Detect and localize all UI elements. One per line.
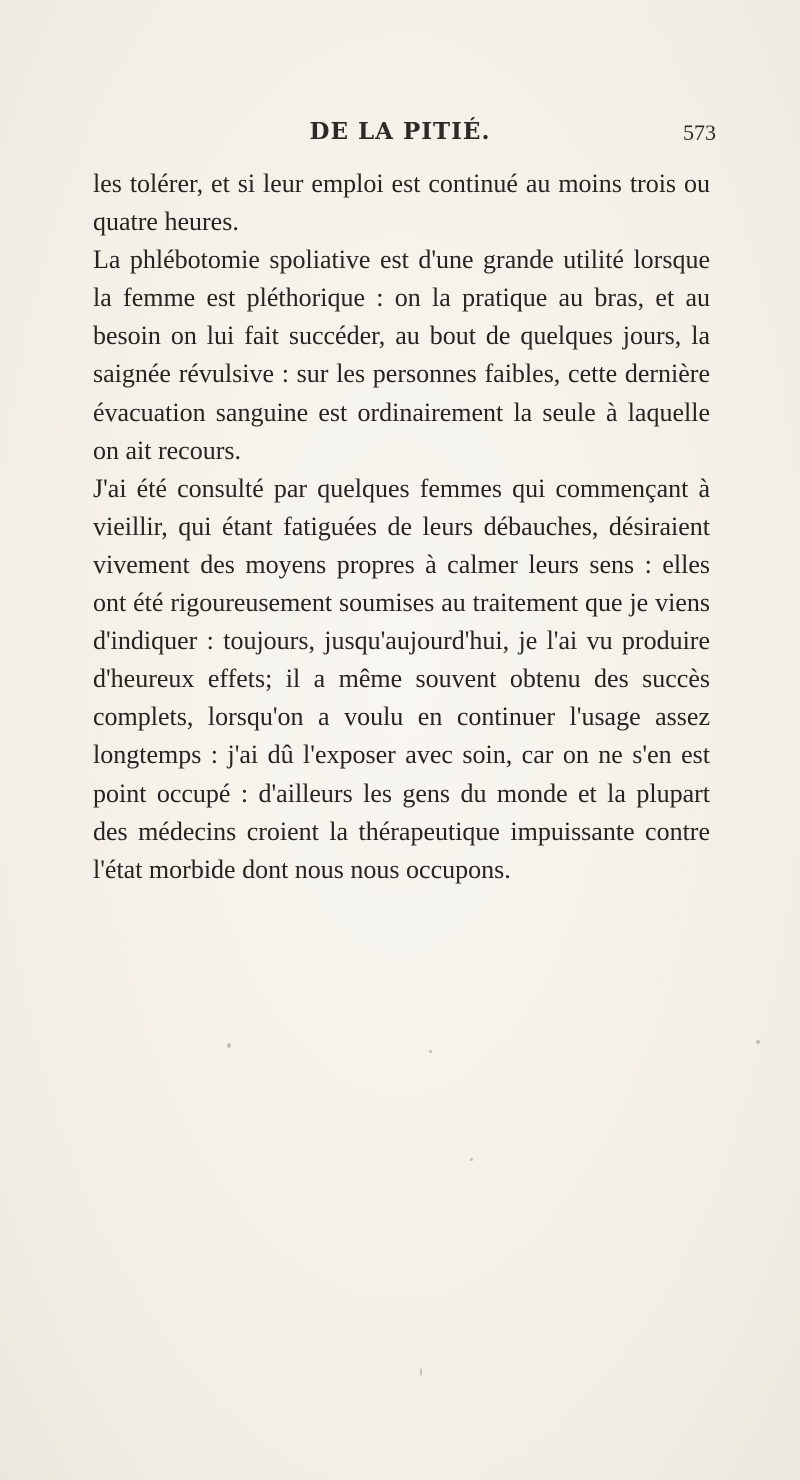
paragraph-2: La phlébotomie spoliative est d'une grande utilité lorsque la femme est pléthorique : on la pratique au bras, et au besoin on lui fait succéder, au bout de quelques jours, la saignée révulsive : sur les personnes faibles, cette dernière évacuation sanguine est ordinairement la seule à laquelle on ait recours. bbox=[93, 245, 710, 465]
paper-speck bbox=[420, 1368, 422, 1376]
paper-speck bbox=[756, 1040, 760, 1044]
page-number: 573 bbox=[683, 120, 716, 145]
paper-speck bbox=[470, 1158, 473, 1161]
paper-speck bbox=[429, 1050, 432, 1053]
running-title: DE LA PITIÉ. bbox=[309, 118, 491, 145]
paper-speck bbox=[227, 1043, 231, 1048]
paragraph-1: les tolérer, et si leur emploi est continué au moins trois ou quatre heures. bbox=[93, 169, 710, 237]
paragraph-3: J'ai été consulté par quelques femmes qui commençant à vieillir, qui étant fatiguées de leurs débauches, désiraient vivement des moyens propres à calmer leurs sens : elles ont été rigoureusement soumises au traitement que je viens d'indiquer : toujours, jusqu'aujourd'hui, je l'ai vu produire d'heureux effets; il a même souvent obtenu des succès complets, lorsqu'on a voulu en continuer l'usage assez longtemps : j'ai dû l'exposer avec soin, car on ne s'en est point occupé : d'ailleurs les gens du monde et la plupart des médecins croient la thérapeutique impuissante contre l'état morbide dont nous nous occupons. bbox=[93, 473, 710, 884]
running-head bbox=[0, 118, 800, 158]
body-text bbox=[93, 165, 710, 889]
